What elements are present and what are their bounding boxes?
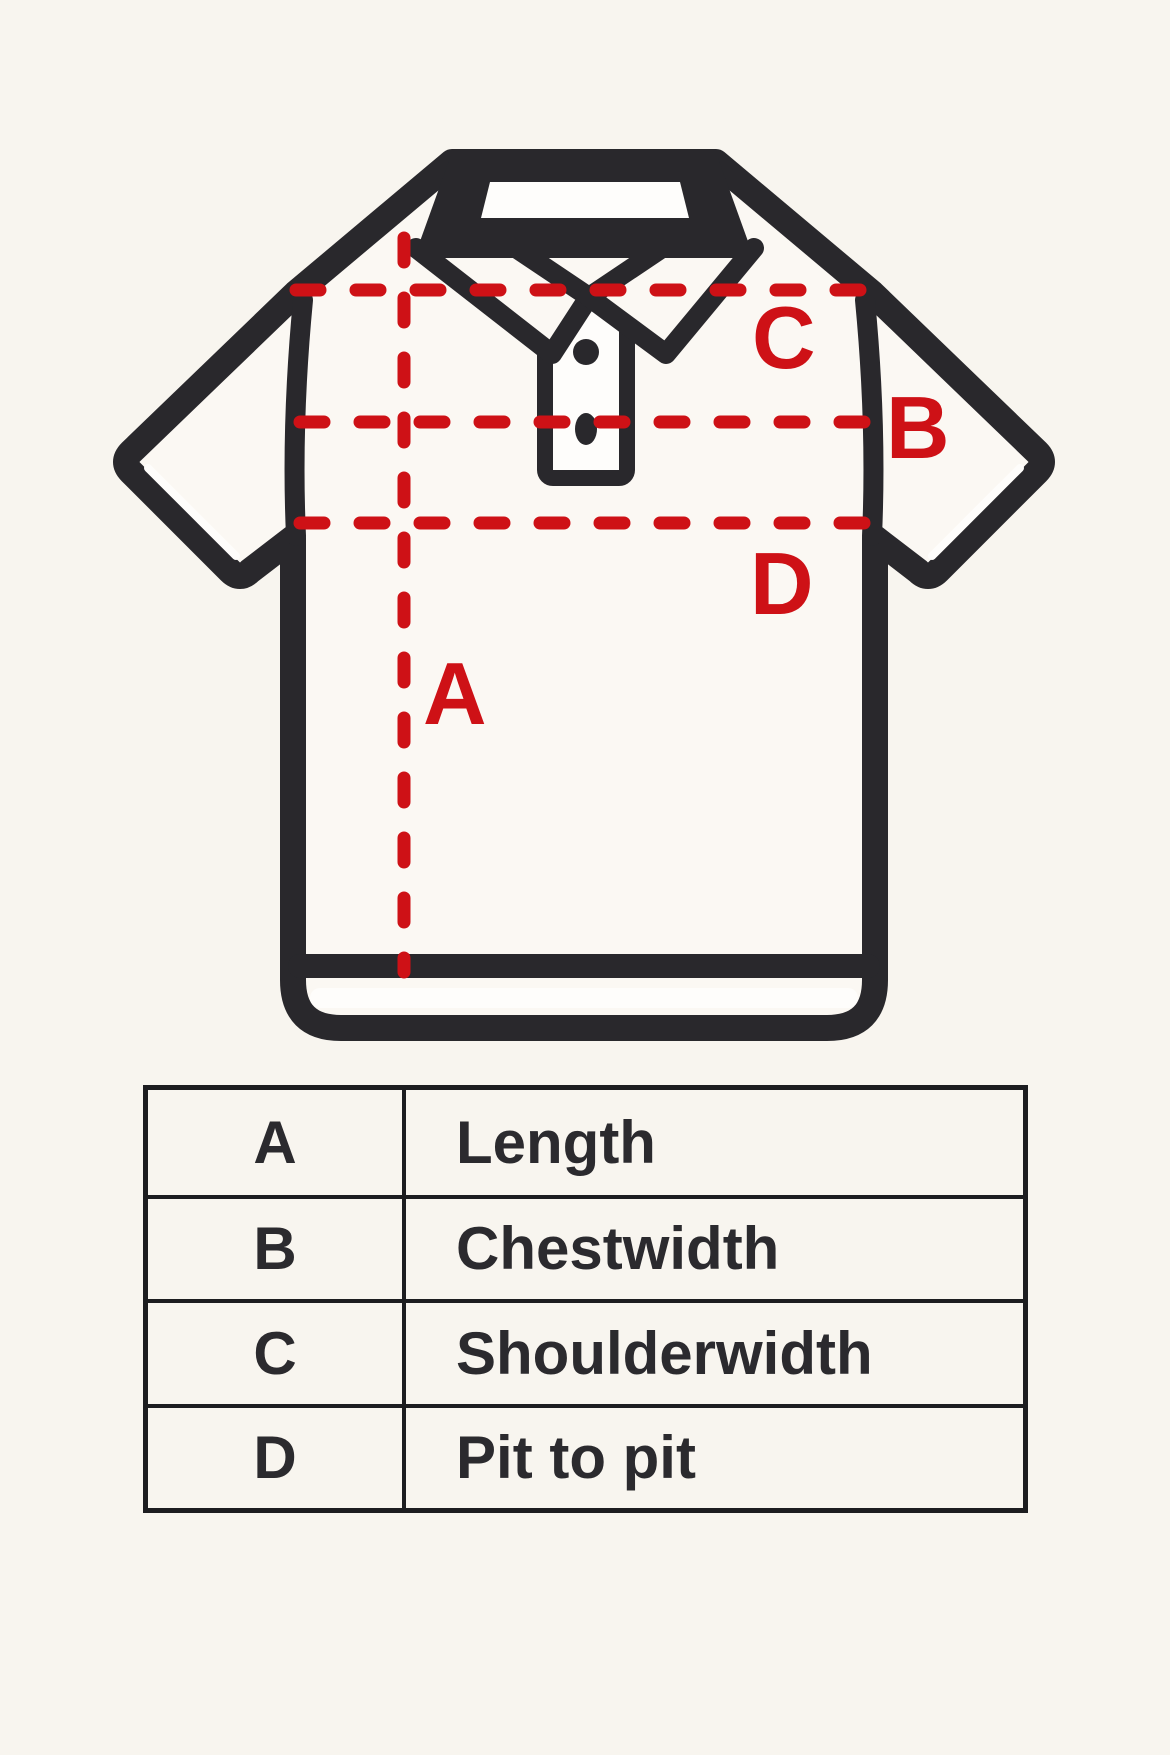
- measure-key-cell: B: [253, 1215, 297, 1283]
- measure-key-cell: D: [253, 1424, 297, 1492]
- collar-window: [481, 182, 689, 218]
- button-top: [573, 339, 599, 365]
- marker-letter-a: A: [423, 644, 487, 743]
- measure-key-cell: A: [253, 1108, 297, 1176]
- table-row: [148, 1404, 1023, 1509]
- marker-letter-b: B: [886, 378, 950, 477]
- marker-letter-d: D: [750, 534, 814, 633]
- table-row: [148, 1090, 1023, 1195]
- measure-key-cell: C: [253, 1319, 297, 1387]
- button-bottom: [575, 413, 597, 445]
- measure-label-cell: Shoulderwidth: [402, 1303, 1023, 1404]
- measure-label-cell: Pit to pit: [402, 1408, 1023, 1509]
- table-row: [148, 1195, 1023, 1300]
- marker-letter-c: C: [752, 288, 816, 387]
- measurement-legend-table: [143, 1085, 1028, 1513]
- table-row: [148, 1299, 1023, 1404]
- measure-label-cell: Chestwidth: [402, 1199, 1023, 1300]
- measure-label-cell: Length: [402, 1090, 1023, 1195]
